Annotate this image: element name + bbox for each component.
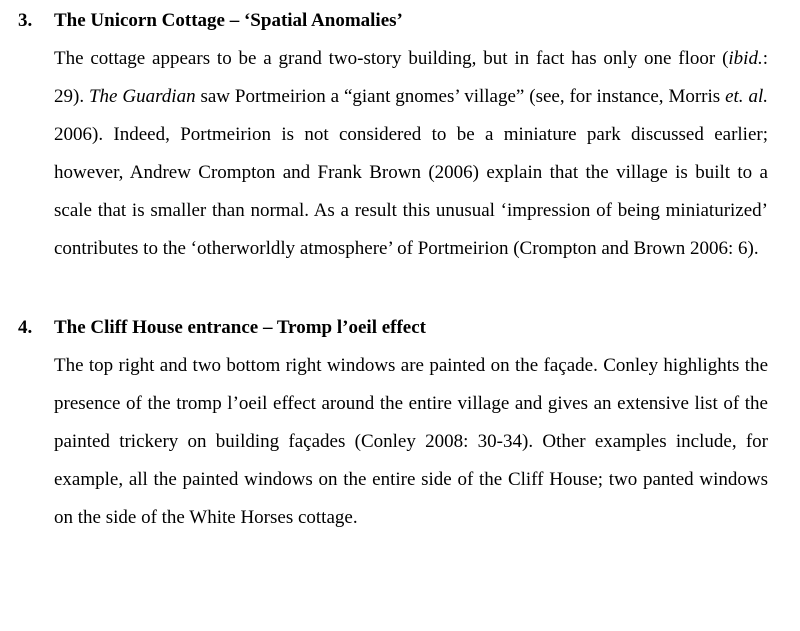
- text-run: : 29).: [54, 48, 768, 107]
- text-run: saw Portmeirion a “giant gnomes’ village” (see, for instance, Morris: [195, 86, 726, 107]
- section-paragraph: [54, 347, 768, 537]
- list-item-3: [18, 2, 768, 268]
- list-item-content: [54, 2, 768, 268]
- text-run: The top right and two bottom right windows are painted on the façade. Conley highlights the presence of the tromp l’oeil effect around the entire village and gives an extensive list of the painted trickery on building façades (Conley 2008: 30-34). Other examples include, for example, all the painted windows on the entire side of the Cliff House; two panted windows on the side of the White Horses cottage.: [54, 355, 768, 528]
- section-heading-unicorn-cottage: The Unicorn Cottage – ‘Spatial Anomalies’: [54, 10, 403, 31]
- text-run: 2006). Indeed, Portmeirion is not considered to be a miniature park discussed earlier; however, Andrew Crompton and Frank Brown (2006) explain that the village is built to a scale that is smaller than normal. As a result this unusual ‘impression of being miniaturized’ contributes to the ‘otherworldly atmosphere’ of Portmeirion (Crompton and Brown 2006: 6).: [54, 124, 768, 259]
- section-paragraph: [54, 40, 768, 268]
- text-run: The cottage appears to be a grand two-story building, but in fact has only one floor (: [54, 48, 729, 69]
- list-item-4: [18, 309, 768, 537]
- italic-run-ibid: ibid.: [728, 48, 763, 69]
- italic-run-et-al: et. al.: [725, 86, 768, 107]
- list-item-content: [54, 309, 768, 537]
- section-heading-cliff-house: The Cliff House entrance – Tromp l’oeil effect: [54, 317, 427, 338]
- list-item-number: 3.: [18, 10, 33, 31]
- italic-run-the-guardian: The Guardian: [88, 86, 196, 107]
- list-item-number: 4.: [18, 317, 33, 338]
